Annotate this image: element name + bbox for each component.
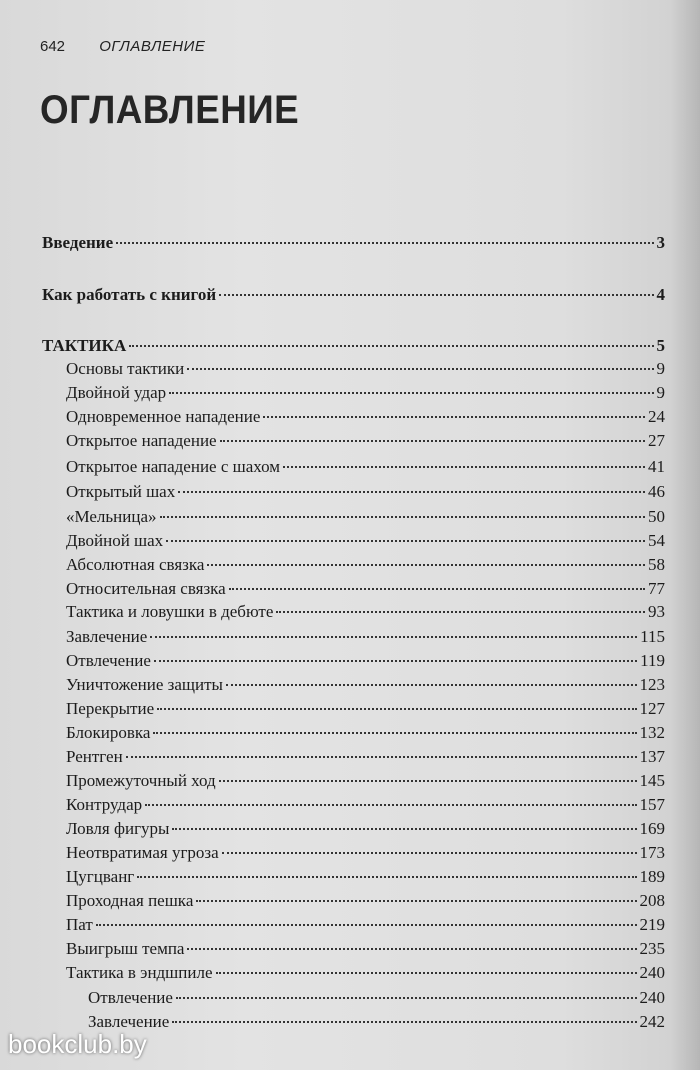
toc-entry-label: Проходная пешка [66,891,194,910]
toc-entry-label: Открытое нападение с шахом [66,457,281,476]
dot-leader [169,392,653,394]
toc-entry [66,794,665,816]
toc-entry-label: Двойной шах [66,531,164,550]
dot-leader [207,564,645,566]
toc-entry-label: Цугцванг [66,867,135,886]
dot-leader [263,416,645,418]
toc-entry-page: 54 [648,531,665,550]
toc-entry [88,1011,665,1033]
dot-leader [276,611,645,613]
dot-leader [153,732,636,734]
toc-entry [66,554,665,576]
dot-leader [178,491,645,493]
toc-entry [66,481,665,503]
toc-entry-page: 58 [648,555,665,574]
toc-entry-page: 46 [648,482,665,501]
toc-entry [66,456,665,478]
toc-entry [66,818,665,840]
toc-entry-label: Контрудар [66,795,143,814]
toc-entry [66,722,665,744]
toc-entry-page: 219 [639,915,665,934]
toc-entry [42,335,665,357]
toc-entry-label: «Мельница» [66,507,157,526]
toc-entry-label: Завлечение [88,1012,170,1031]
toc-entry-label: Тактика в эндшпиле [66,963,213,982]
dot-leader [157,708,636,710]
dot-leader [219,780,637,782]
toc-entry-page: 9 [656,359,665,378]
toc-entry-page: 115 [640,627,665,646]
running-head [40,38,205,55]
dot-leader [187,948,636,950]
toc-entry [66,506,665,528]
toc-entry-page: 93 [648,602,665,621]
toc-entry [66,382,665,404]
dot-leader [216,972,637,974]
toc-entry-label: Завлечение [66,627,148,646]
toc-entry-label: Отвлечение [66,651,151,670]
dot-leader [116,242,653,244]
toc-entry-page: 119 [640,651,665,670]
toc-entry-label: Введение [42,233,114,252]
toc-entry [66,430,665,452]
toc-entry-page: 173 [639,843,665,862]
dot-leader [187,368,653,370]
toc-entry [66,650,665,672]
toc-entry-label: Открытое нападение [66,431,217,450]
toc-entry [66,962,665,984]
toc-entry-label: Блокировка [66,723,151,742]
toc-entry [66,770,665,792]
toc-entry [66,914,665,936]
dot-leader [172,1021,636,1023]
toc-entry-page: 50 [648,507,665,526]
page-title: ОГЛАВЛЕНИЕ [40,88,300,132]
toc-entry-page: 4 [656,285,665,304]
toc-entry [66,626,665,648]
toc-entry-page: 240 [639,988,665,1007]
toc-entry [66,530,665,552]
page-number: 642 [40,38,66,55]
toc-entry-page: 137 [639,747,665,766]
dot-leader [166,540,645,542]
dot-leader [126,756,637,758]
toc-entry-page: 77 [648,579,665,598]
toc-entry [42,284,665,306]
toc-entry-page: 169 [639,819,665,838]
toc-entry-page: 27 [648,431,665,450]
dot-leader [219,294,653,296]
toc-entry-label: Тактика и ловушки в дебюте [66,602,274,621]
dot-leader [154,660,637,662]
toc-entry [66,938,665,960]
toc-entry [66,890,665,912]
toc-entry-label: Как работать с книгой [42,285,217,304]
toc-entry [66,674,665,696]
dot-leader [137,876,636,878]
watermark: bookclub.by [8,1029,147,1059]
toc-entry [66,698,665,720]
dot-leader [150,636,637,638]
toc-entry-label: Выигрыш темпа [66,939,185,958]
toc-entry-label: Абсолютная связка [66,555,205,574]
toc-entry-label: Уничтожение защиты [66,675,223,694]
toc-entry-page: 235 [639,939,665,958]
toc-entry-page: 208 [639,891,665,910]
dot-leader [222,852,637,854]
toc-entry-label: Основы тактики [66,359,185,378]
toc-entry-page: 242 [639,1012,665,1031]
toc-entry-label: ТАКТИКА [42,336,127,355]
toc-entry [66,866,665,888]
dot-leader [220,440,645,442]
dot-leader [196,900,636,902]
toc-entry-label: Ловля фигуры [66,819,170,838]
toc-entry-label: Двойной удар [66,383,167,402]
toc-entry-page: 41 [648,457,665,476]
toc-entry-page: 127 [639,699,665,718]
dot-leader [226,684,637,686]
toc-entry-label: Открытый шах [66,482,176,501]
toc-entry-label: Относительная связка [66,579,226,598]
toc-entry [66,601,665,623]
dot-leader [96,924,637,926]
toc-entry-label: Пат [66,915,93,934]
toc-entry-page: 5 [656,336,665,355]
toc-entry-page: 123 [639,675,665,694]
toc-entry-page: 24 [648,407,665,426]
toc-entry [66,578,665,600]
dot-leader [176,997,637,999]
toc-entry [66,746,665,768]
dot-leader [283,466,645,468]
toc-entry-label: Отвлечение [88,988,173,1007]
toc-entry-page: 157 [639,795,665,814]
toc-entry [66,842,665,864]
toc-entry-label: Неотвратимая угроза [66,843,219,862]
toc-entry [66,406,665,428]
toc-entry-label: Одновременное нападение [66,407,261,426]
toc-entry-label: Рентген [66,747,123,766]
toc-entry-page: 189 [639,867,665,886]
toc-entry-page: 132 [639,723,665,742]
toc-entry-page: 145 [639,771,665,790]
page-edge-shadow [670,0,700,1070]
dot-leader [229,588,645,590]
toc-entry-label: Перекрытие [66,699,155,718]
dot-leader [160,516,645,518]
toc-entry-page: 3 [656,233,665,252]
dot-leader [129,345,653,347]
toc-entry [88,987,665,1009]
toc-entry-label: Промежуточный ход [66,771,216,790]
dot-leader [172,828,636,830]
toc-entry [42,232,665,254]
toc-entry-page: 240 [639,963,665,982]
running-head-title: ОГЛАВЛЕНИЕ [99,38,206,55]
dot-leader [145,804,636,806]
toc-entry [66,358,665,380]
toc-entry-page: 9 [656,383,665,402]
